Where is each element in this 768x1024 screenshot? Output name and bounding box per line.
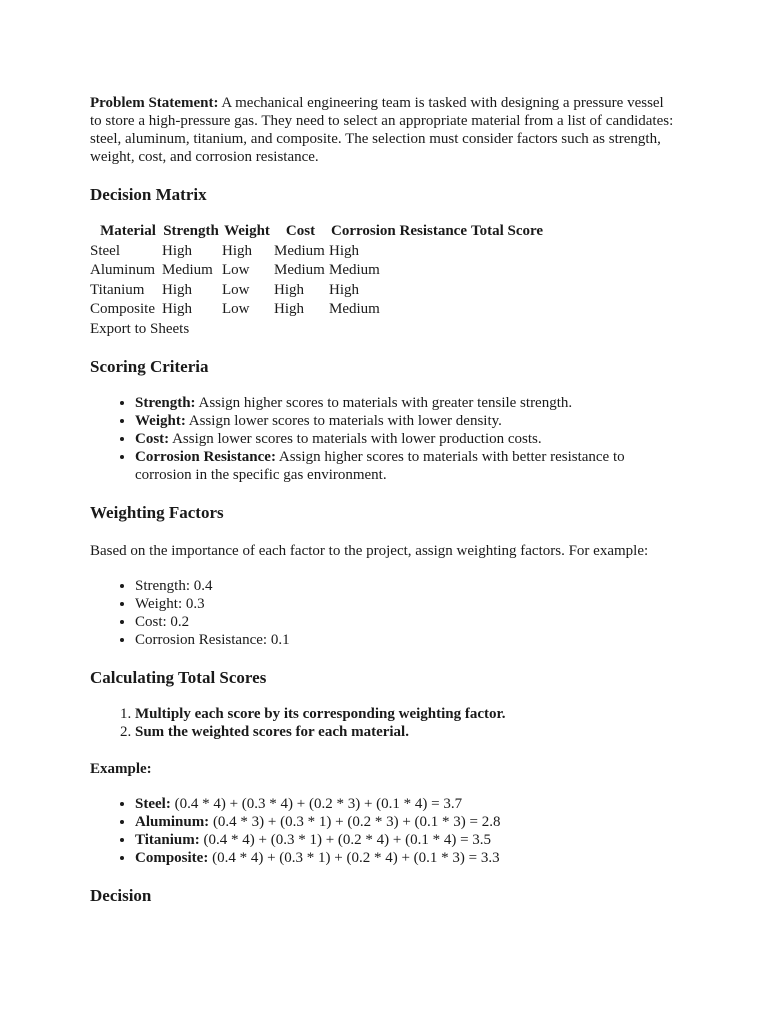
list-item bbox=[135, 723, 678, 741]
step-text: Multiply each score by its corresponding weighting factor. bbox=[135, 705, 506, 722]
criterion-label: Strength: bbox=[135, 394, 196, 411]
example-formula: (0.4 * 4) + (0.3 * 1) + (0.2 * 4) + (0.1 * 4) = 3.5 bbox=[199, 831, 492, 848]
list-item: • Weight: 0.3 bbox=[135, 595, 678, 613]
table-cell: Composite bbox=[90, 301, 156, 318]
list-item: • Cost: 0.2 bbox=[135, 613, 678, 631]
table-cell: High bbox=[274, 281, 304, 298]
table-cell: Medium bbox=[329, 262, 380, 279]
table-cell: High bbox=[222, 242, 252, 259]
example-material: Steel: bbox=[135, 795, 171, 812]
column-header: Material bbox=[100, 223, 156, 239]
table-row bbox=[90, 242, 545, 262]
weighting-intro: Based on the importance of each factor to the project, assign weighting factors. For example: bbox=[90, 542, 649, 559]
example-formula: (0.4 * 3) + (0.3 * 1) + (0.2 * 3) + (0.1 * 3) = 2.8 bbox=[209, 813, 501, 830]
table-cell: High bbox=[274, 301, 304, 318]
example-formula: (0.4 * 4) + (0.3 * 4) + (0.2 * 3) + (0.1 * 4) = 3.7 bbox=[170, 795, 463, 812]
criterion-text: Assign lower scores to materials with lower density. bbox=[185, 412, 502, 429]
criterion-text: Assign higher scores to materials with better resistance to corrosion in the specific gas environment. bbox=[135, 448, 625, 483]
column-header: Strength bbox=[163, 223, 219, 239]
table-cell: Low bbox=[222, 281, 250, 298]
calculating-heading: Calculating Total Scores bbox=[90, 667, 267, 687]
decision-matrix-table bbox=[90, 222, 545, 320]
criterion-label: Corrosion Resistance: bbox=[135, 448, 276, 465]
list-item bbox=[135, 795, 678, 813]
list-item bbox=[135, 394, 678, 412]
example-material: Composite: bbox=[135, 849, 209, 866]
table-row bbox=[90, 261, 545, 281]
weighting-factors-heading: Weighting Factors bbox=[90, 502, 224, 522]
list-item: • Corrosion Resistance: 0.1 bbox=[135, 631, 678, 649]
table-cell: Medium bbox=[329, 301, 380, 318]
table-cell: Low bbox=[222, 301, 250, 318]
table-cell: Medium bbox=[274, 242, 325, 259]
example-material: Aluminum: bbox=[135, 813, 210, 830]
criterion-label: Cost: bbox=[135, 430, 170, 447]
example-material: Titanium: bbox=[135, 831, 200, 848]
table-header-row bbox=[90, 222, 545, 242]
list-item bbox=[135, 705, 678, 723]
calculation-steps bbox=[90, 705, 678, 741]
column-header: Total Score bbox=[471, 223, 544, 239]
example-label: Example: bbox=[90, 760, 152, 777]
table-cell: High bbox=[329, 242, 359, 259]
table-cell: Low bbox=[222, 262, 250, 279]
list-item bbox=[135, 430, 678, 448]
criterion-label: Weight: bbox=[135, 412, 186, 429]
table-cell bbox=[471, 261, 545, 281]
table-cell: High bbox=[162, 281, 192, 298]
problem-text: A mechanical engineering team is tasked with designing a pressure vessel to store a high-pressure gas. They need to select an appropriate material from a list of candidates: steel, aluminum, titanium, and composite. The selection must consider factors such as strength, weight, cost, and corrosion resistance. bbox=[90, 95, 674, 165]
problem-statement bbox=[90, 94, 678, 166]
example-list bbox=[90, 795, 678, 867]
table-cell: Medium bbox=[274, 262, 325, 279]
export-to-sheets-link[interactable]: Export to Sheets bbox=[90, 320, 190, 337]
scoring-criteria-heading: Scoring Criteria bbox=[90, 356, 209, 376]
scoring-criteria-list bbox=[90, 394, 678, 484]
table-cell: Aluminum bbox=[90, 262, 156, 279]
example-formula: (0.4 * 4) + (0.3 * 1) + (0.2 * 4) + (0.1 * 3) = 3.3 bbox=[208, 849, 500, 866]
table-cell: Titanium bbox=[90, 281, 145, 298]
list-item bbox=[135, 448, 678, 484]
list-item bbox=[135, 813, 678, 831]
problem-label: Problem Statement: bbox=[90, 95, 219, 111]
table-cell bbox=[471, 242, 545, 262]
table-cell: High bbox=[162, 242, 192, 259]
weighting-list bbox=[90, 577, 678, 649]
step-text: Sum the weighted scores for each material. bbox=[135, 723, 409, 740]
table-cell bbox=[471, 300, 545, 320]
table-cell bbox=[471, 281, 545, 301]
list-item bbox=[135, 849, 678, 867]
decision-heading: Decision bbox=[90, 885, 152, 905]
criterion-text: Assign higher scores to materials with greater tensile strength. bbox=[195, 394, 573, 411]
table-row bbox=[90, 300, 545, 320]
table-row bbox=[90, 281, 545, 301]
table-cell: High bbox=[162, 301, 192, 318]
column-header: Weight bbox=[224, 223, 270, 239]
column-header: Corrosion Resistance bbox=[331, 223, 467, 239]
list-item bbox=[135, 412, 678, 430]
table-cell: Medium bbox=[162, 262, 213, 279]
table-cell: Steel bbox=[90, 242, 120, 259]
decision-matrix-heading: Decision Matrix bbox=[90, 185, 207, 204]
table-cell: High bbox=[329, 281, 359, 298]
column-header: Cost bbox=[285, 223, 316, 239]
criterion-text: Assign lower scores to materials with lower production costs. bbox=[169, 430, 542, 447]
list-item bbox=[135, 831, 678, 849]
list-item: • Strength: 0.4 bbox=[135, 577, 678, 595]
